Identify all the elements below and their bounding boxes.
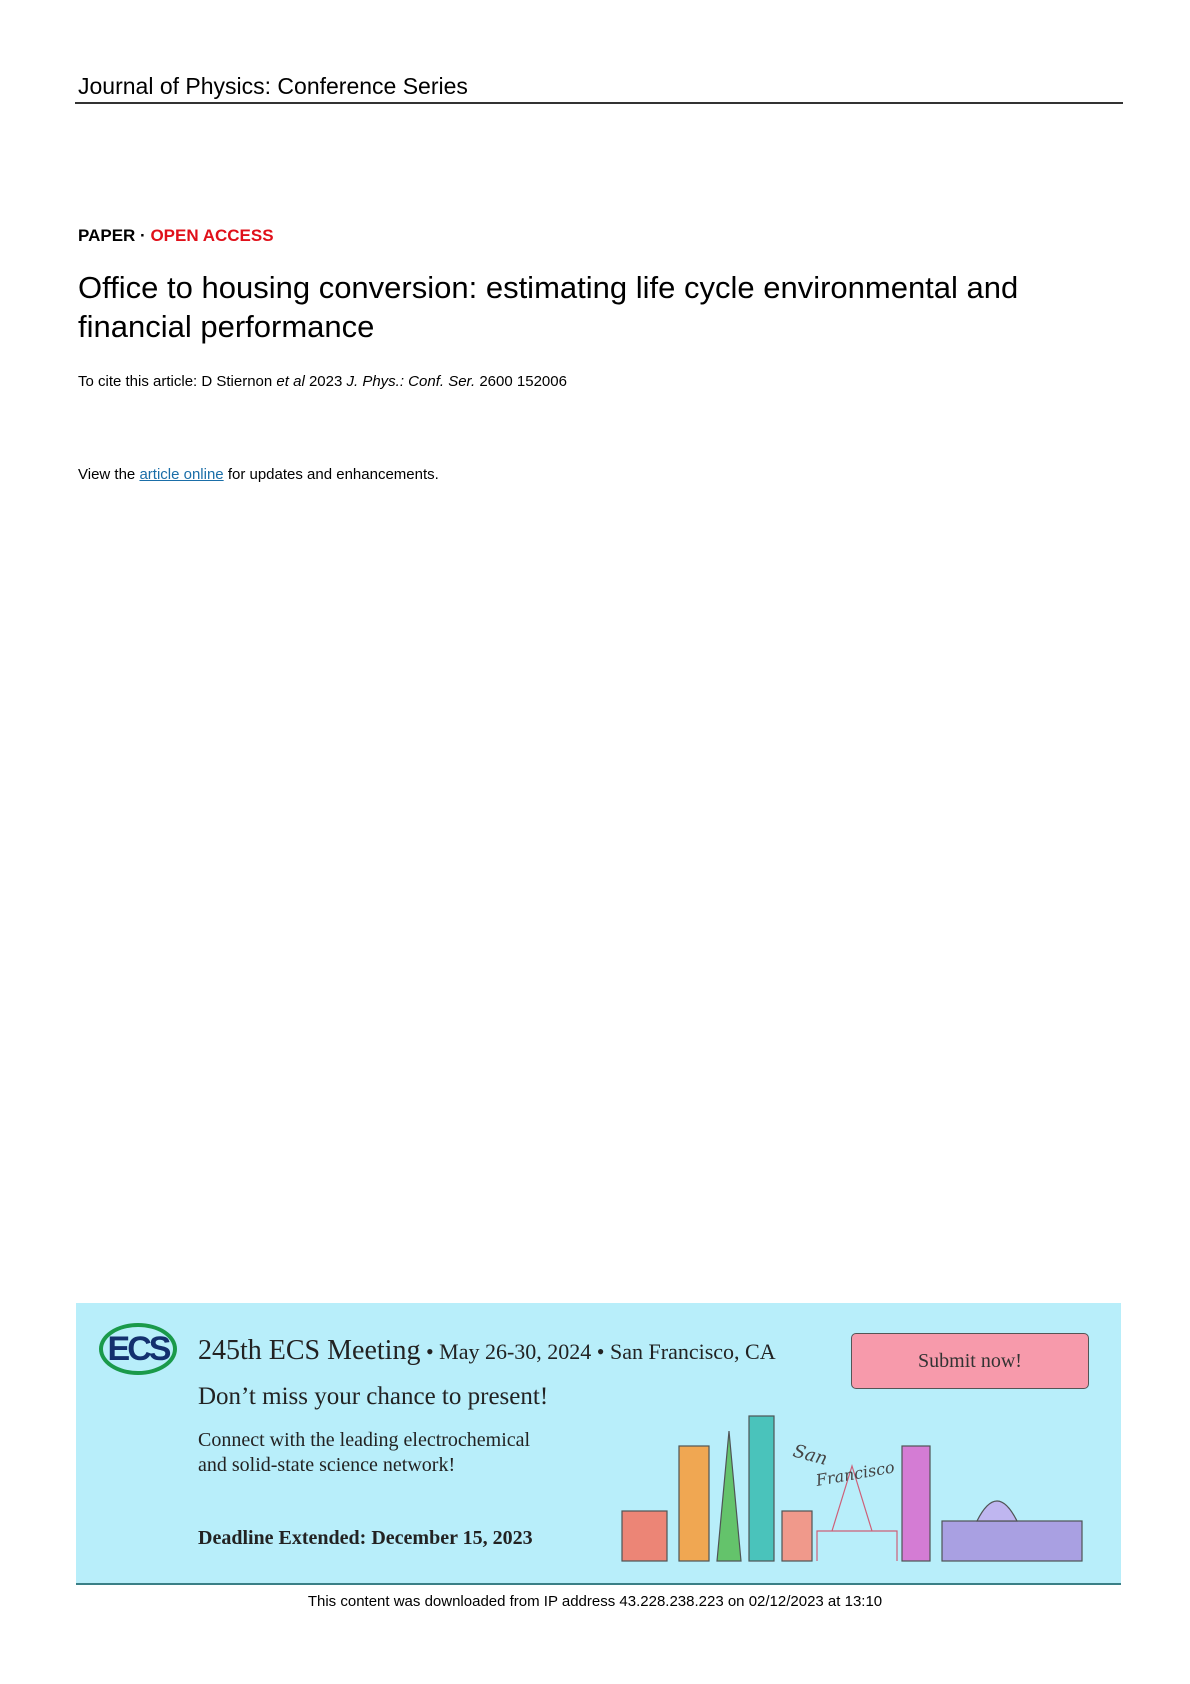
header-rule bbox=[75, 102, 1123, 104]
view-suffix: for updates and enhancements. bbox=[223, 466, 439, 483]
citation bbox=[78, 373, 567, 390]
cite-etal: et al bbox=[276, 373, 305, 390]
meeting-name: 245th ECS Meeting bbox=[198, 1335, 421, 1366]
cite-year: 2023 bbox=[304, 373, 347, 390]
article-title: Office to housing conversion: estimating life cycle environmental and financial performance bbox=[78, 270, 1019, 344]
open-access-label: OPEN ACCESS bbox=[150, 226, 274, 245]
cite-journal: J. Phys.: Conf. Ser. bbox=[346, 373, 476, 390]
ecs-ad-banner[interactable] bbox=[76, 1303, 1121, 1585]
connect-line-2: and solid-state science network! bbox=[198, 1454, 456, 1476]
cite-number: 152006 bbox=[512, 373, 567, 390]
ad-connect-text bbox=[198, 1428, 530, 1478]
download-note: This content was downloaded from IP address 43.228.238.223 on 02/12/2023 at 13:10 bbox=[307, 1593, 883, 1610]
cite-prefix: To cite this article: D Stiernon bbox=[78, 373, 277, 390]
connect-line-1: Connect with the leading electrochemical bbox=[198, 1429, 531, 1451]
view-prefix: View the bbox=[78, 466, 140, 483]
article-type bbox=[78, 226, 274, 246]
svg-text:San: San bbox=[790, 1440, 830, 1470]
article-online-link[interactable]: article online bbox=[139, 466, 224, 483]
meeting-heading bbox=[198, 1335, 776, 1367]
meeting-details: • May 26-30, 2024 • San Francisco, CA bbox=[420, 1339, 776, 1364]
san-francisco-skyline-illustration bbox=[617, 1411, 1097, 1571]
journal-name: Journal of Physics: Conference Series bbox=[78, 73, 468, 99]
view-online-note bbox=[78, 466, 439, 483]
ad-tagline: Don’t miss your chance to present! bbox=[198, 1383, 549, 1410]
paper-label: PAPER bbox=[78, 226, 136, 245]
ecs-logo: ECS bbox=[99, 1323, 177, 1375]
separator: · bbox=[140, 226, 146, 245]
cite-volume: 2600 bbox=[475, 373, 513, 390]
submit-now-button[interactable]: Submit now! bbox=[851, 1333, 1089, 1389]
svg-text:Francisco: Francisco bbox=[814, 1457, 896, 1490]
deadline-text: Deadline Extended: December 15, 2023 bbox=[198, 1527, 533, 1549]
